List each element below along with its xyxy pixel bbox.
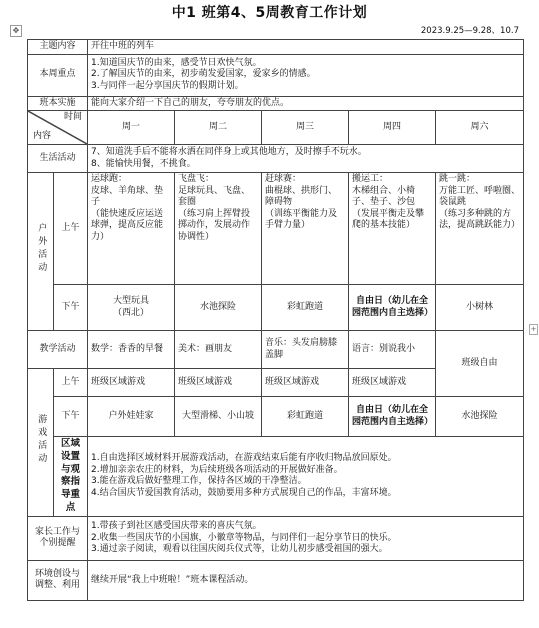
outdoor-am-label: 上午 xyxy=(54,173,88,285)
focus-row xyxy=(28,54,524,96)
teaching-row xyxy=(28,331,524,369)
area-guidance-row xyxy=(28,437,524,517)
game-pm-cell: 大型滑梯、小山坡 xyxy=(175,397,262,437)
theme-label: 主题内容 xyxy=(28,40,88,55)
environment-value: 继续开展“我上中班啦！”班本课程活动。 xyxy=(88,560,524,600)
outdoor-pm-label: 下午 xyxy=(54,285,88,331)
area-line: 2.增加亲亲农庄的材料，为后续班级各项活动的开展做好准备。 xyxy=(91,464,343,475)
teaching-cell: 语言：别说我小 xyxy=(349,331,436,369)
focus-label: 本周重点 xyxy=(28,54,88,96)
day-header: 周三 xyxy=(262,111,349,145)
focus-line: 3.与同伴一起分享国庆节的假期计划。 xyxy=(91,80,244,91)
environment-label: 环境创设与调整、利用 xyxy=(28,560,88,600)
outdoor-am-cell: 跳一跳： 万能工匠、呼啦圈、袋鼠跳 （练习多种跳的方法，提高跳跃能力） xyxy=(436,173,524,285)
outdoor-label-text: 户外活动 xyxy=(36,222,47,275)
game-am-cell: 班级区域游戏 xyxy=(175,369,262,397)
family-label: 家长工作与个别提醒 xyxy=(28,516,88,560)
outdoor-pm-cell: 自由日（幼儿在全园范围内自主选择） xyxy=(349,285,436,331)
area-line: 4.结合国庆节爱国教育活动，鼓励要用多种方式展现自己的作品，丰富环境。 xyxy=(91,487,397,498)
game-pm-cell: 水池探险 xyxy=(436,397,524,437)
game-pm-row xyxy=(28,397,524,437)
outdoor-am-cell: 搬运工： 木梯组合、小椅子、垫子、沙包 （发展平衡走及攀爬的基本技能） xyxy=(349,173,436,285)
area-guidance-lines xyxy=(88,437,524,517)
focus-line: 1.知道国庆节的由来，感受节日欢快气氛。 xyxy=(91,57,262,68)
focus-line: 2.了解国庆节的由来，初步萌发爱国家，爱家乡的情感。 xyxy=(91,69,316,80)
outdoor-pm-cell: 大型玩具 （西北） xyxy=(88,285,175,331)
life-line: 7、知道洗手后不能将水洒在同伴身上或其他地方，及时擦手不玩水。 xyxy=(91,147,367,158)
game-am-label: 上午 xyxy=(54,369,88,397)
outdoor-am-row xyxy=(28,173,524,285)
time-content-diagonal-header xyxy=(28,111,88,145)
outdoor-pm-cell: 小树林 xyxy=(436,285,524,331)
header-time-label: 时间 xyxy=(64,112,83,123)
outdoor-am-cell: 飞盘飞： 足球玩具、飞盘、套圈 （练习肩上挥臂投掷动作，发展动作协调性） xyxy=(175,173,262,285)
day-header: 周六 xyxy=(436,111,524,145)
education-plan-table xyxy=(27,39,524,601)
date-range: 2023.9.25—9.28、10.7 xyxy=(420,26,519,36)
table-move-handle-icon[interactable]: ✥ xyxy=(10,25,22,37)
page-title: 中1 班第4、5周教育工作计划 xyxy=(171,5,368,21)
area-line: 1.自由选择区域材料开展游戏活动，在游戏结束后能有序收归物品放回原处。 xyxy=(91,453,397,464)
class-practice-value: 能向大家介绍一下自己的朋友，夸夸朋友的优点。 xyxy=(88,96,524,111)
area-line: 3.能在游戏后做好整理工作，保持各区域的干净整洁。 xyxy=(91,476,307,487)
life-label: 生活活动 xyxy=(28,145,88,173)
life-line: 8、能愉快用餐，不挑食。 xyxy=(91,158,196,169)
game-pm-cell: 自由日（幼儿在全园范围内自主选择） xyxy=(349,397,436,437)
outdoor-am-cell: 运球跑： 皮球、羊角球、垫子 （能快速反应运送球弹，提高反应能力） xyxy=(88,173,175,285)
header-content-label: 内容 xyxy=(33,130,52,141)
day-header: 周四 xyxy=(349,111,436,145)
outdoor-label xyxy=(28,173,54,331)
class-practice-row xyxy=(28,96,524,111)
game-label xyxy=(28,369,54,517)
outdoor-pm-cell: 水池探险 xyxy=(175,285,262,331)
outdoor-pm-cell: 彩虹跑道 xyxy=(262,285,349,331)
theme-row xyxy=(28,40,524,55)
family-line: 3.通过亲子阅读，观看以往国庆阅兵仪式等，让幼儿初步感受祖国的强大。 xyxy=(91,544,388,555)
teaching-class-free: 班级自由 xyxy=(436,331,524,397)
day-header: 周二 xyxy=(175,111,262,145)
game-am-cell: 班级区域游戏 xyxy=(262,369,349,397)
game-pm-cell: 彩虹跑道 xyxy=(262,397,349,437)
focus-lines xyxy=(88,54,524,96)
teaching-label: 教学活动 xyxy=(28,331,88,369)
life-lines xyxy=(88,145,524,173)
area-guidance-label: 区域设置与观察指导重点 xyxy=(54,437,88,517)
header-row xyxy=(28,111,524,145)
class-practice-label: 班本实施 xyxy=(28,96,88,111)
teaching-cell: 美术：画朋友 xyxy=(175,331,262,369)
theme-value: 开往中班的列车 xyxy=(88,40,524,55)
life-row xyxy=(28,145,524,173)
game-am-cell: 班级区域游戏 xyxy=(88,369,175,397)
game-pm-cell: 户外娃娃家 xyxy=(88,397,175,437)
family-lines xyxy=(88,516,524,560)
day-header: 周一 xyxy=(88,111,175,145)
game-pm-label: 下午 xyxy=(54,397,88,437)
outdoor-am-cell: 赶球赛： 曲棍球、拱形门、障碍物 （训练平衡能力及手臂力量） xyxy=(262,173,349,285)
game-am-cell: 班级区域游戏 xyxy=(349,369,436,397)
family-line: 2.收集一些国庆节的小国旗，小徽章等物品，与同伴们一起分享节日的快乐。 xyxy=(91,532,397,543)
outdoor-pm-row xyxy=(28,285,524,331)
family-line: 1.带孩子到社区感受国庆带来的喜庆气氛。 xyxy=(91,521,262,532)
environment-row xyxy=(28,560,524,600)
teaching-cell: 数学：香香的早餐 xyxy=(88,331,175,369)
teaching-cell: 音乐：头发肩膀膝盖脚 xyxy=(262,331,349,369)
game-label-text: 游戏活动 xyxy=(36,413,47,466)
table-resize-handle-icon[interactable]: + xyxy=(530,325,537,333)
family-row xyxy=(28,516,524,560)
